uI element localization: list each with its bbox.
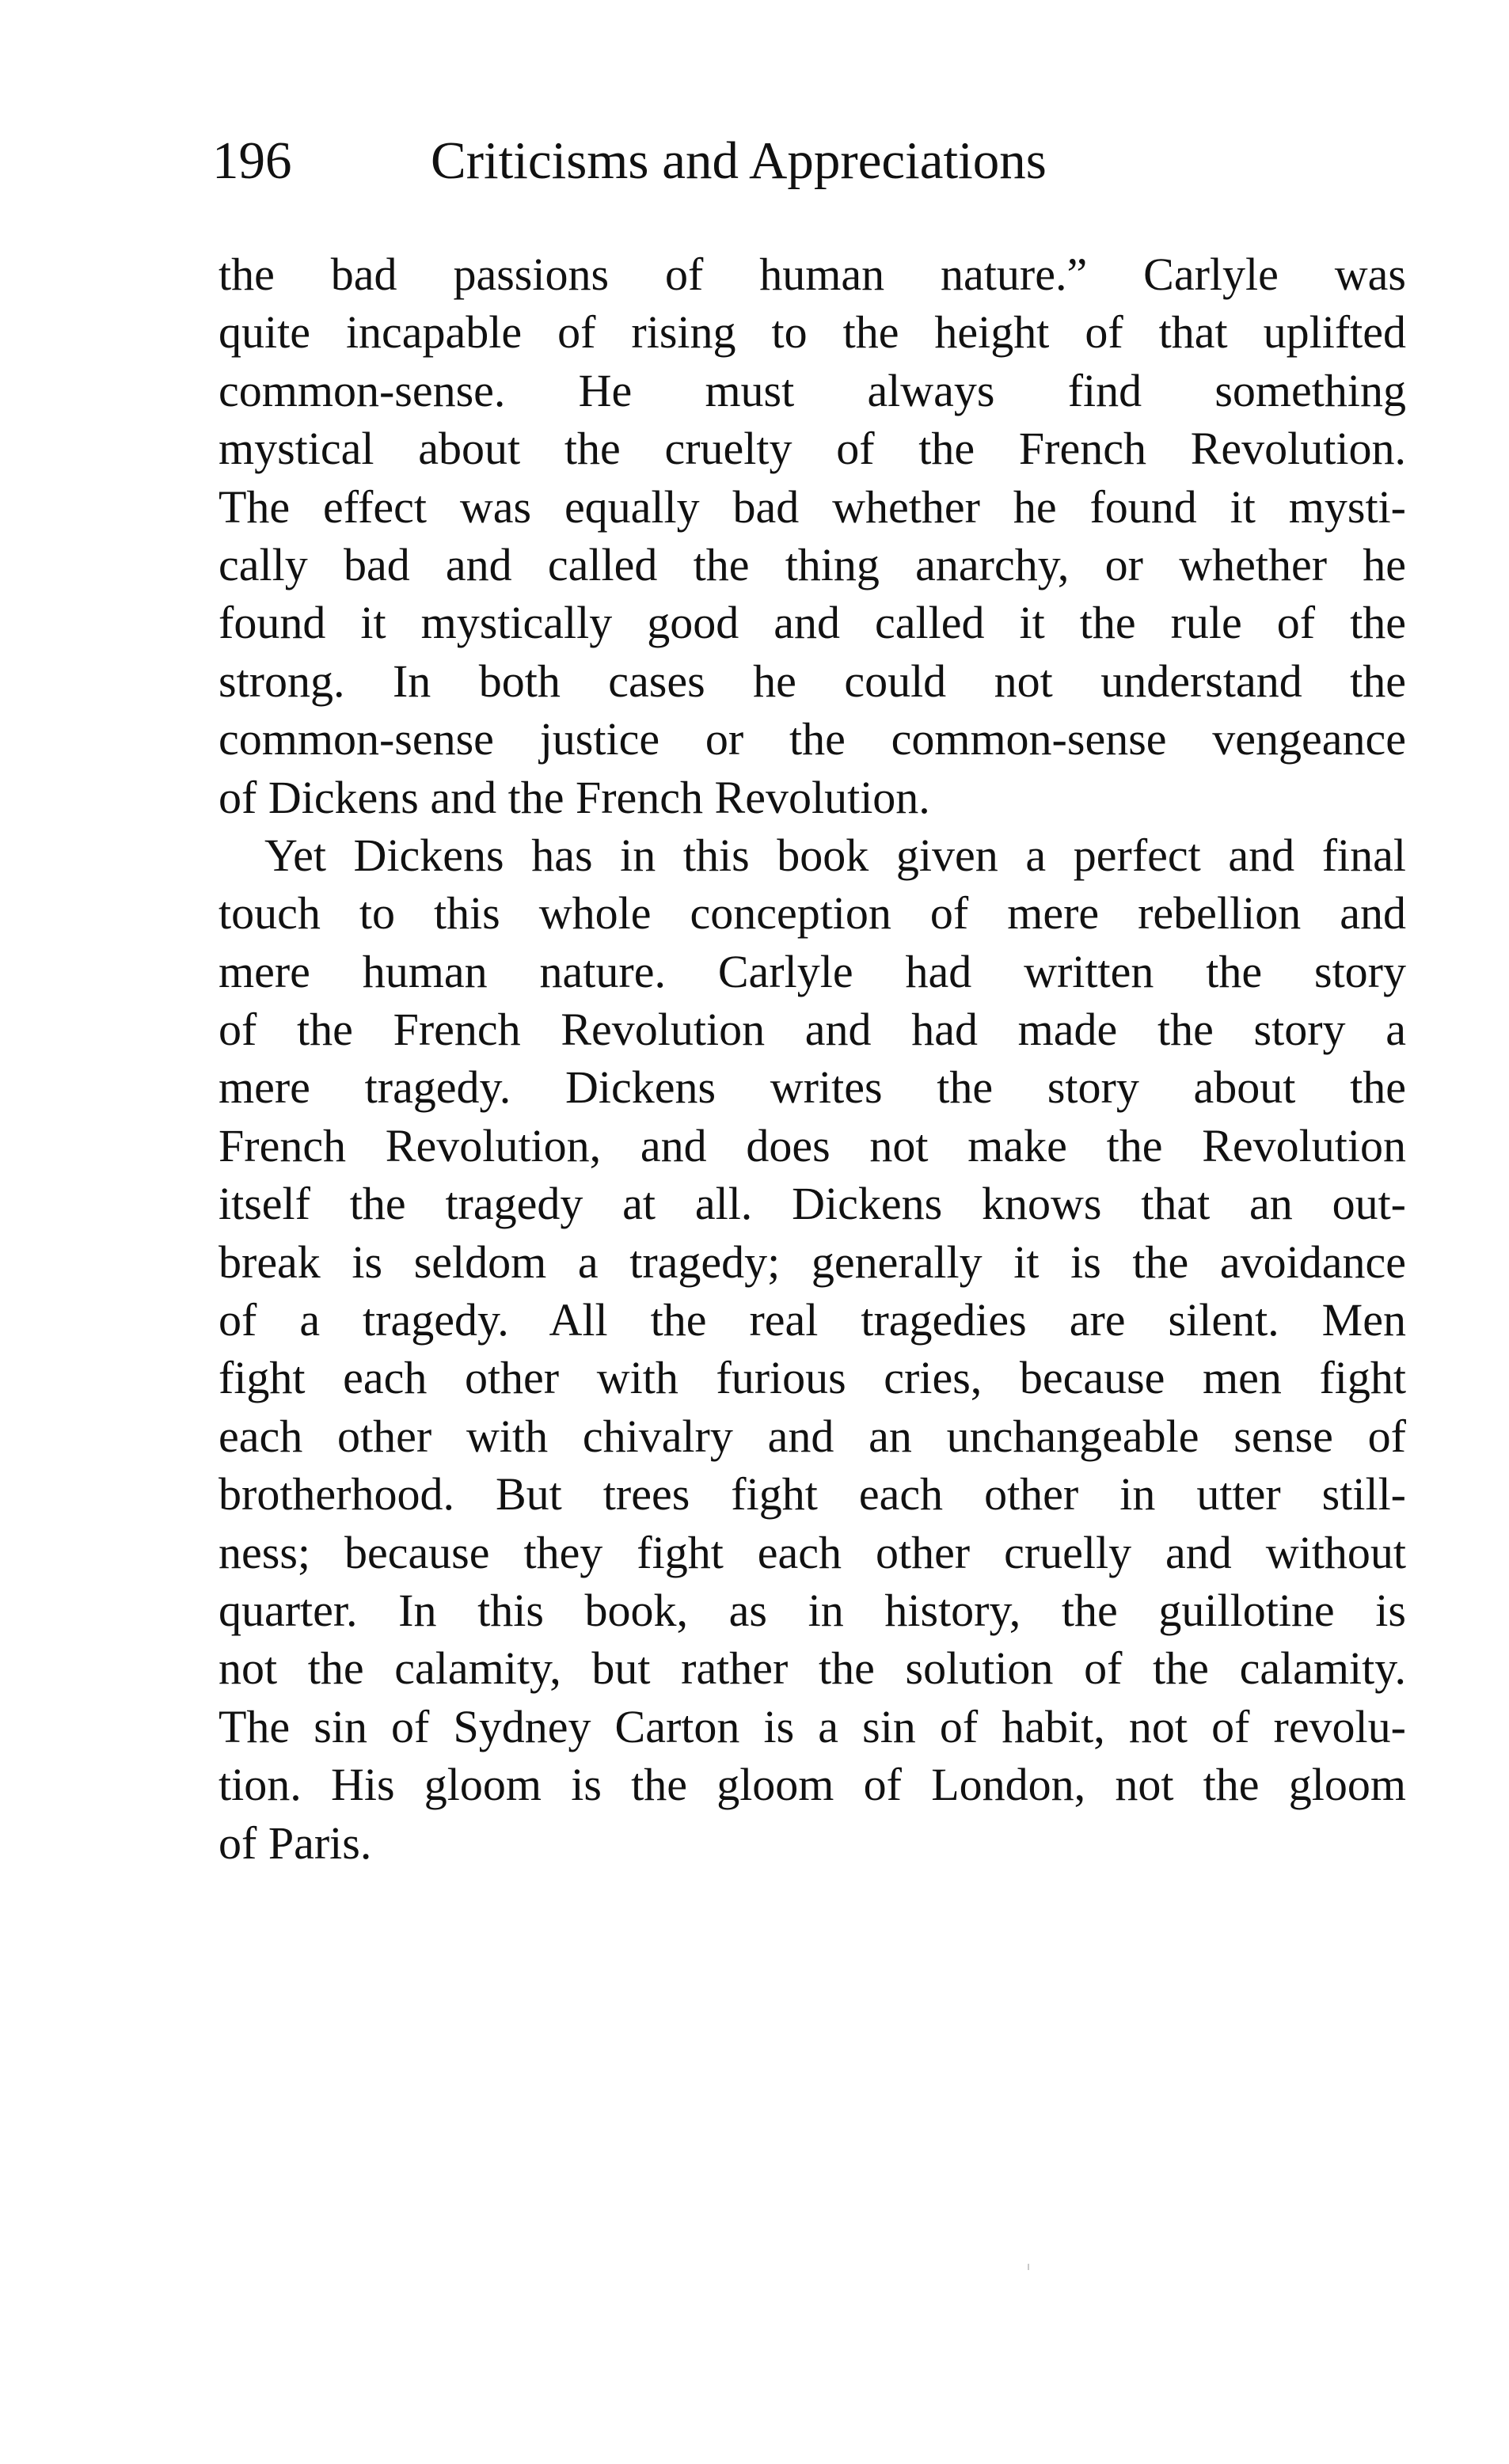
paragraph-1 [219,245,1406,826]
text-line: French Revolution, and does not make the Revolution [219,1119,1406,1171]
running-title: Criticisms and Appreciations [431,131,1047,190]
text-line: The effect was equally bad whether he found it mysti- [219,480,1406,533]
text-line: cally bad and called the thing anarchy, or whether he [219,538,1406,590]
text-line: each other with chivalry and an unchangeable sense of [219,1410,1406,1462]
text-line: common-sense justice or the common-sense vengeance [219,713,1406,765]
text-line: mere tragedy. Dickens writes the story about the [219,1061,1406,1114]
text-line: ness; because they fight each other cruelly and without [219,1526,1406,1578]
paper-speck [1028,2264,1029,2270]
text-line: common-sense. He must always find something [219,364,1406,416]
running-head [212,125,1194,196]
text-line: brotherhood. But trees fight each other in utter still- [219,1468,1406,1521]
paragraph-2 [219,826,1406,1872]
text-line: found it mystically good and called it the rule of the [219,597,1406,649]
text-line: mystical about the cruelty of the French Revolution. [219,423,1406,475]
text-line: tion. His gloom is the gloom of London, not the gloom [219,1759,1406,1811]
text-line: quarter. In this book, as in history, the guillotine is [219,1584,1406,1636]
text-line: The sin of Sydney Carton is a sin of habit, not of revolu- [219,1700,1406,1752]
text-line: of a tragedy. All the real tragedies are silent. Men [219,1294,1406,1346]
text-line: of Paris. [219,1817,372,1869]
text-line: Yet Dickens has in this book given a perfect and final [264,829,1406,881]
text-line: fight each other with furious cries, because men fight [219,1352,1406,1404]
text-line: break is seldom a tragedy; generally it is the avoidance [219,1236,1406,1288]
text-line: of the French Revolution and had made the story a [219,1004,1406,1056]
text-line: touch to this whole conception of mere rebellion and [219,887,1406,940]
text-line: of Dickens and the French Revolution. [219,771,930,823]
text-line: strong. In both cases he could not understand the [219,655,1406,707]
text-line: mere human nature. Carlyle had written the story [219,945,1406,997]
text-line: quite incapable of rising to the height of that uplifted [219,306,1406,359]
text-line: not the calamity, but rather the solution of the calamity. [219,1642,1406,1695]
text-line: itself the tragedy at all. Dickens knows that an out- [219,1178,1406,1230]
body-text [219,245,1406,1872]
page-number: 196 [212,131,292,190]
text-line: the bad passions of human nature.” Carlyle was [219,249,1406,300]
